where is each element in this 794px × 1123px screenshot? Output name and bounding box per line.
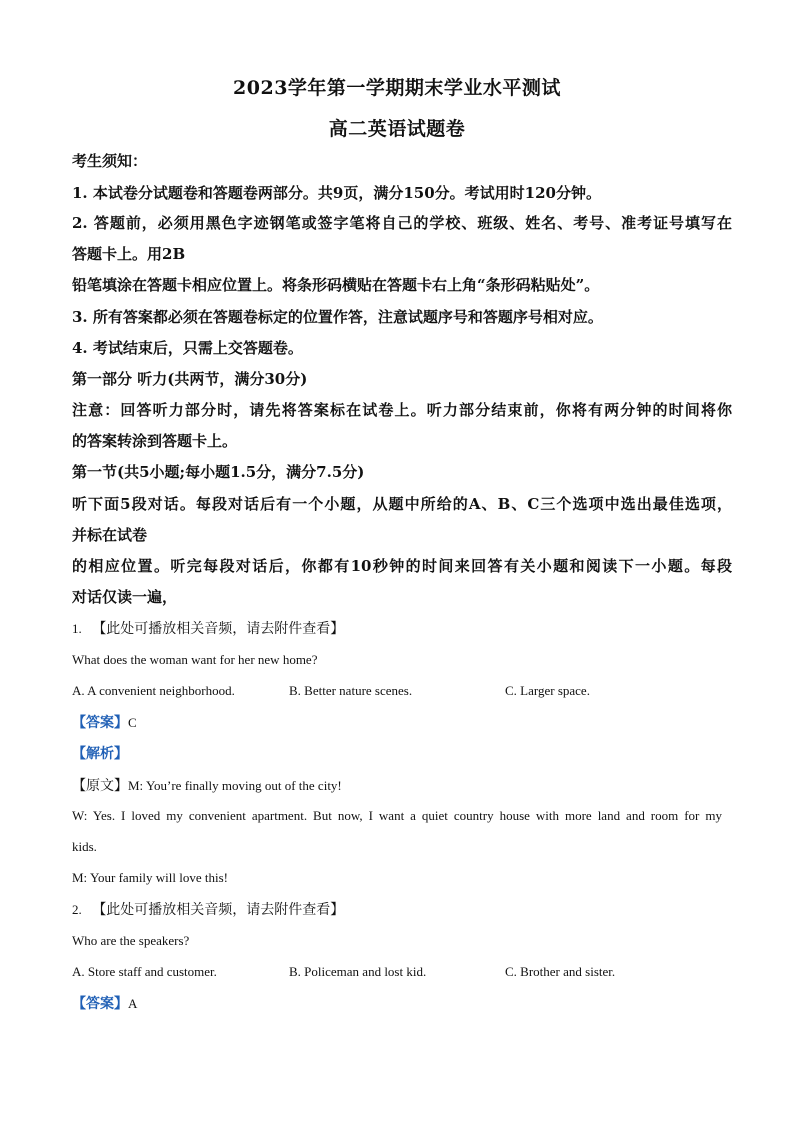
question-1-answer <box>72 712 732 733</box>
directions-line1: 听下面5段对话。每段对话后有一个小题，从题中所给的A、B、C三个选项中选出最佳选项， <box>72 495 732 513</box>
answer-tag: 【答案】 <box>72 715 128 731</box>
directions-line4: 对话仅读一遍， <box>72 588 178 606</box>
answer-value: C <box>128 715 137 730</box>
instructions-heading: 考生须知： <box>72 152 148 170</box>
question-1-transcript-line2: W: Yes. I loved my convenient apartment. But now, I want a quiet country house with more land and room for my <box>72 808 722 823</box>
question-1-transcript-line4: M: Your family will love this! <box>72 870 229 885</box>
question-number: 1. <box>72 621 82 636</box>
question-2-prompt: Who are the speakers? <box>72 933 190 948</box>
section1-heading: 第一节(共5小题;每小题1.5分，满分7.5分) <box>72 463 365 481</box>
instruction-item-4: 4. 考试结束后，只需上交答题卷。 <box>72 339 303 357</box>
question-2-answer <box>72 993 732 1014</box>
question-1-transcript-line1 <box>72 775 732 796</box>
instruction-item-2: 2. 答题前，必须用黑色字迹钢笔或签字笔将自己的学校、班级、姓名、考号、准考证号填写在 <box>72 214 732 232</box>
question-1-prompt: What does the woman want for her new home? <box>72 652 318 667</box>
question-1-analysis <box>72 743 732 764</box>
analysis-tag: 【解析】 <box>72 746 128 762</box>
question-1-option-b: B. Better nature scenes. <box>289 683 413 698</box>
question-2-option-a: A. Store staff and customer. <box>72 964 217 979</box>
question-1-option-c: C. Larger space. <box>505 683 590 698</box>
audio-note[interactable]: 【此处可播放相关音频，请去附件查看】 <box>92 621 345 637</box>
instruction-item-2-cont: 答题卡上。用2B <box>72 245 186 263</box>
part1-heading: 第一部分 听力(共两节，满分30分) <box>72 370 308 388</box>
question-2-option-c: C. Brother and sister. <box>505 964 616 979</box>
exam-title: 2023学年第一学期期末学业水平测试 <box>233 77 561 99</box>
exam-subtitle: 高二英语试题卷 <box>328 118 466 140</box>
question-1-option-a: A. A convenient neighborhood. <box>72 683 235 698</box>
instruction-item-3: 3. 所有答案都必须在答题卷标定的位置作答，注意试题序号和答题序号相对应。 <box>72 308 603 326</box>
instruction-item-1: 1. 本试卷分试题卷和答题卷两部分。共9页，满分150分。考试用时120分钟。 <box>72 184 601 202</box>
question-2-header <box>72 900 732 920</box>
transcript-tag: 【原文】 <box>72 778 128 794</box>
question-2-option-b: B. Policeman and lost kid. <box>289 964 427 979</box>
question-number: 2. <box>72 902 82 917</box>
question-1-transcript-line3: kids. <box>72 839 97 854</box>
instruction-item-2-cont2: 铅笔填涂在答题卡相应位置上。将条形码横贴在答题卡右上角“条形码粘贴处”。 <box>72 276 600 294</box>
transcript-text: M: You’re finally moving out of the city! <box>128 778 342 793</box>
directions-line3: 的相应位置。听完每段对话后，你都有10秒钟的时间来回答有关小题和阅读下一小题。每段 <box>72 557 732 575</box>
answer-value: A <box>128 996 138 1011</box>
audio-note[interactable]: 【此处可播放相关音频，请去附件查看】 <box>92 902 345 918</box>
part1-note-line2: 的答案转涂到答题卡上。 <box>72 432 238 450</box>
answer-tag: 【答案】 <box>72 996 128 1012</box>
part1-note-line1: 注意：回答听力部分时，请先将答案标在试卷上。听力部分结束前，你将有两分钟的时间将你 <box>72 401 732 419</box>
question-1-header <box>72 619 732 639</box>
directions-line2: 并标在试卷 <box>72 526 148 544</box>
